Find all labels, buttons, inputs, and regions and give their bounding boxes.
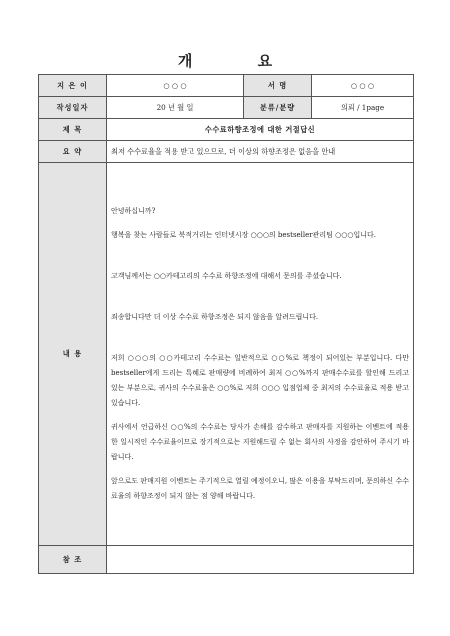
signature-label: 서 명 <box>244 75 312 97</box>
category-value: 의뢰 / 1page <box>312 97 414 119</box>
category-label: 분류/분량 <box>244 97 312 119</box>
summary-value: 최저 수수료율을 적용 받고 있으므로, 더 이상의 하향조정은 없음을 안내 <box>107 141 414 163</box>
date-value: 20 년 월 일 <box>107 97 244 119</box>
paragraph-refusal: 죄송합니다만 더 이상 수수료 하향조정은 되지 않음을 알려드립니다. <box>111 313 319 321</box>
summary-label: 요 약 <box>39 141 107 163</box>
paragraph-greeting: 안녕하십니까? <box>111 207 156 215</box>
reference-label: 참 조 <box>39 546 107 574</box>
content-body <box>107 163 414 546</box>
paragraph-closing: 앞으로도 판매지원 이벤트는 주기적으로 열릴 예정이오니, 많은 이용을 부탁드리며, 문의하신 수수료율의 하향조정이 되지 않는 점 양해 바랍니다. <box>111 477 410 500</box>
subject-value: 수수료하향조정에 대한 거절답신 <box>107 119 414 141</box>
content-label: 내 용 <box>39 163 107 546</box>
date-label: 작성일자 <box>39 97 107 119</box>
paragraph-intro: 행복을 찾는 사람들로 북적거리는 인터넷시장 ○○○의 bestseller관리팀 ○○○입니다. <box>111 231 376 239</box>
page-title: 개 요 <box>177 52 303 70</box>
paragraph-inquiry: 고객님께서는 ○○카테고리의 수수료 하향조정에 대해서 문의를 주셨습니다. <box>111 272 342 280</box>
subject-label: 제 목 <box>39 119 107 141</box>
author-label: 지 은 이 <box>39 75 107 97</box>
signature-value: ○ ○ ○ <box>312 75 414 97</box>
document-form <box>38 74 414 574</box>
reference-value <box>107 546 414 574</box>
paragraph-event-note: 귀사에서 언급하신 ○○%의 수수료는 당사가 손해를 감수하고 판매자를 지원하는 이벤트에 적용한 일시적인 수수료율이므로 장기적으로는 지원해드릴 수 없는 회사의 사정을 감안하여 주시기 바랍니다. <box>111 423 410 461</box>
paragraph-rate-detail: 저희 ○○○의 ○○카테고리 수수료는 일반적으로 ○○%로 책정이 되어있는 부분입니다. 다만 bestseller에게 드리는 특혜로 판매량에 비례하여 최저 ○○%까지 판매수수료를 할인해 드리고 있는 부분으로, 귀사의 수수료율은 ○○%로 저희 ○○○ 입점업체 중 최저의 수수료율로 적용 받고 있습니다. <box>111 354 410 407</box>
author-value: ○ ○ ○ <box>107 75 244 97</box>
